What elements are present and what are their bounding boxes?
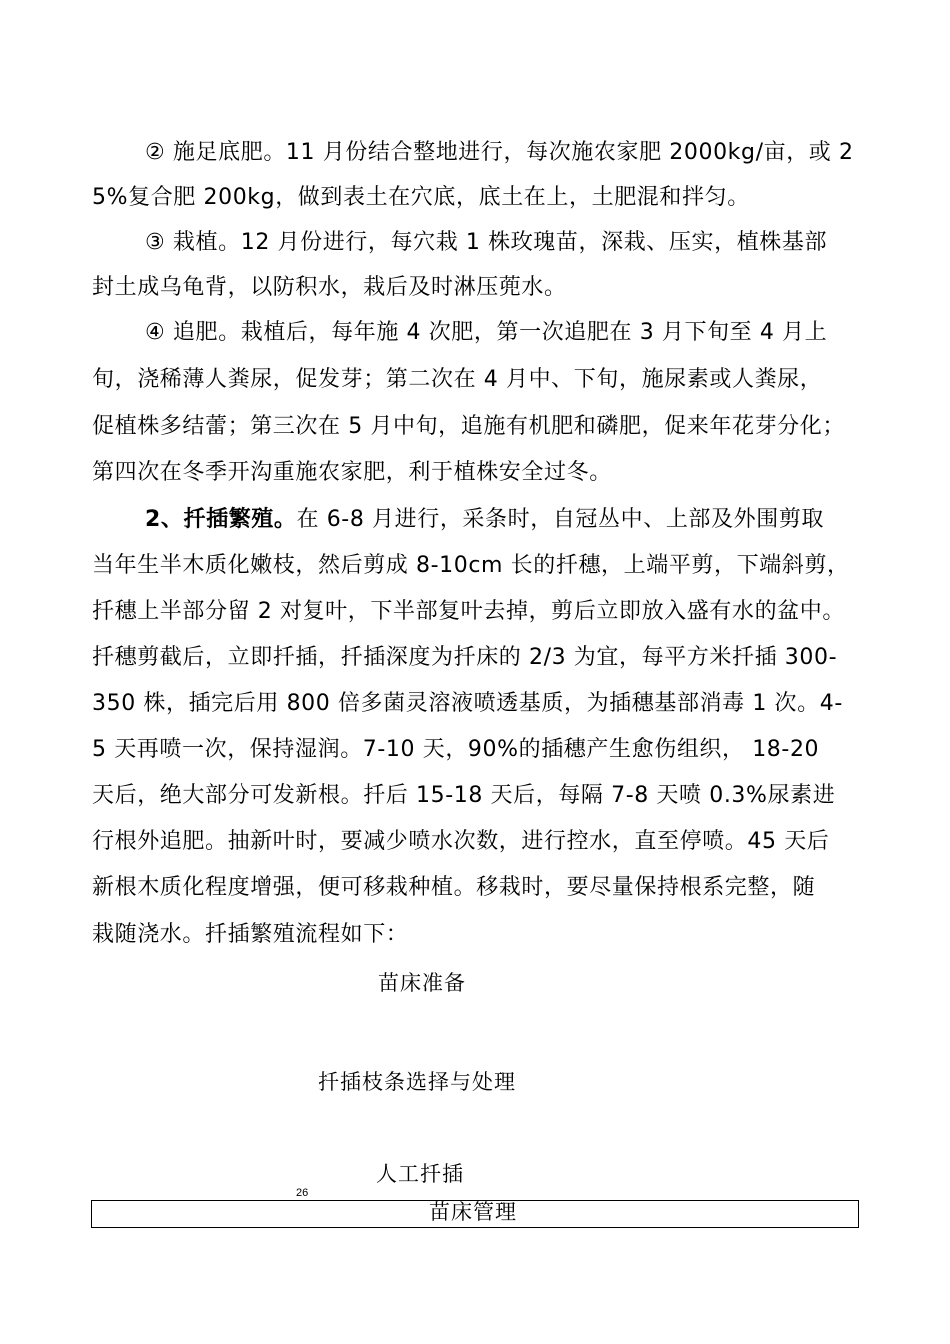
paragraph-planting-line-2: 封土成乌龟背，以防积水，栽后及时淋压蔸水。 — [92, 275, 567, 300]
paragraph-topdressing-line-3: 促植株多结蕾；第三次在 5 月中旬，追施有机肥和磷肥，促来年花芽分化； — [92, 414, 845, 439]
paragraph-planting-line-1: ③ 栽植。12 月份进行，每穴栽 1 株玫瑰苗，深栽、压实，植株基部 — [145, 230, 828, 255]
paragraph-base-fertilizer-line-1: ② 施足底肥。11 月份结合整地进行，每次施农家肥 2000kg/亩，或 2 — [145, 140, 854, 165]
paragraph-topdressing-line-1: ④ 追肥。栽植后，每年施 4 次肥，第一次追肥在 3 月下旬至 4 月上 — [145, 320, 828, 345]
paragraph-cutting-line-2: 当年生半木质化嫩枝，然后剪成 8-10cm 长的扦穗，上端平剪，下端斜剪， — [92, 553, 850, 578]
flowchart-step-cutting-selection: 扦插枝条选择与处理 — [318, 1070, 516, 1094]
flowchart-step-bed-preparation: 苗床准备 — [378, 971, 466, 995]
paragraph-cutting-line-1 — [145, 505, 925, 535]
paragraph-cutting-line-6: 5 天再喷一次，保持湿润。7-10 天，90%的插穗产生愈伤组织， 18-20 — [92, 737, 820, 762]
flowchart-step-manual-cutting: 人工扦插 — [376, 1162, 464, 1186]
paragraph-cutting-line-4: 扦穗剪截后，立即扦插，扦插深度为扦床的 2/3 为宜，每平方米扦插 300- — [92, 645, 838, 670]
paragraph-cutting-line-10: 栽随浇水。扦插繁殖流程如下： — [92, 922, 409, 947]
paragraph-cutting-line-3: 扦穗上半部分留 2 对复叶，下半部复叶去掉，剪后立即放入盛有水的盆中。 — [92, 599, 845, 624]
section-heading-cutting: 2、扦插繁殖。 — [145, 507, 297, 532]
paragraph-topdressing-line-2: 旬，浇稀薄人粪尿，促发芽；第二次在 4 月中、下旬，施尿素或人粪尿， — [92, 367, 823, 392]
paragraph-topdressing-line-4: 第四次在冬季开沟重施农家肥，利于植株安全过冬。 — [92, 460, 612, 485]
flowchart-step-bed-management: 苗床管理 — [429, 1200, 517, 1224]
page-number: 26 — [296, 1187, 309, 1199]
paragraph-cutting-line-9: 新根木质化程度增强，便可移栽种植。移栽时，要尽量保持根系完整，随 — [92, 875, 816, 900]
paragraph-cutting-line-5: 350 株，插完后用 800 倍多菌灵溶液喷透基质，为插穗基部消毒 1 次。4- — [92, 691, 843, 716]
paragraph-cutting-line-8: 行根外追肥。抽新叶时，要减少喷水次数，进行控水，直至停喷。45 天后 — [92, 829, 830, 854]
flowchart-step-bed-management-box — [91, 1200, 859, 1228]
paragraph-base-fertilizer-line-2: 5%复合肥 200kg，做到表土在穴底，底土在上，土肥混和拌匀。 — [92, 185, 750, 210]
paragraph-cutting-first-text: 在 6-8 月进行，采条时，自冠丛中、上部及外围剪取 — [296, 507, 825, 532]
paragraph-cutting-line-7: 天后，绝大部分可发新根。扦后 15-18 天后，每隔 7-8 天喷 0.3%尿素进 — [92, 783, 836, 808]
